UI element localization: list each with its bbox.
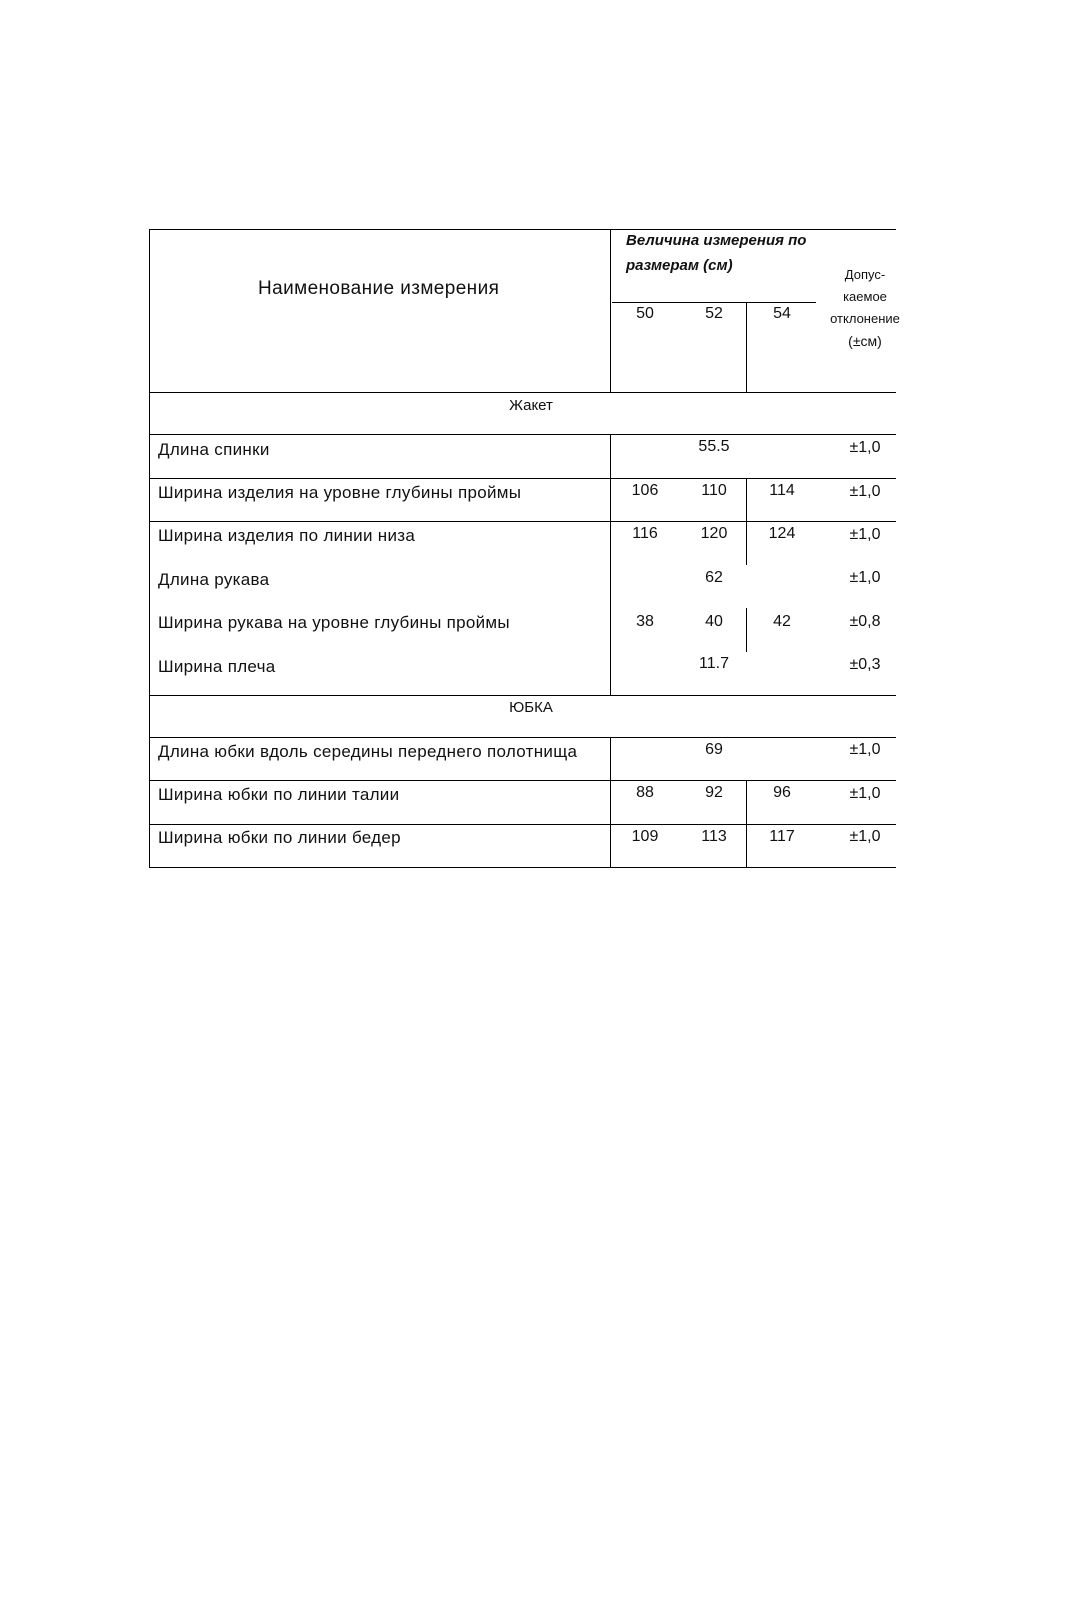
row-name: Ширина рукава на уровне глубины проймы (158, 613, 510, 632)
row-divider (150, 824, 896, 825)
row-name: Ширина плеча (158, 657, 276, 676)
row-value-shared: 69 (705, 741, 723, 758)
row-tolerance: ±1,0 (849, 439, 881, 456)
row-name: Ширина изделия на уровне глубины проймы (158, 483, 522, 502)
row-value-54: 96 (773, 784, 791, 801)
name-col-divider (610, 434, 611, 696)
row-value-54: 117 (769, 828, 795, 845)
row-value-54: 114 (769, 482, 795, 499)
row-tolerance: ±0,8 (849, 613, 881, 630)
row-value-50: 88 (636, 784, 654, 801)
row-value-50: 109 (631, 828, 659, 845)
size-col-divider (746, 608, 747, 652)
section-title-jacket: Жакет (509, 397, 553, 414)
tolerance-header-line2: каемое (843, 289, 887, 304)
size-group-header-line2: размерам (см) (626, 257, 733, 274)
table-left-border (149, 229, 150, 868)
row-value-54: 42 (773, 613, 791, 630)
size-52-header: 52 (705, 305, 723, 322)
row-tolerance: ±1,0 (849, 785, 881, 802)
row-value-52: 120 (700, 525, 728, 542)
jacket-bottom-border (150, 695, 896, 696)
size-50-header: 50 (636, 305, 654, 322)
tolerance-header-line3: отклонение (830, 311, 900, 326)
row-value-50: 106 (631, 482, 659, 499)
row-name: Длина рукава (158, 570, 270, 589)
size-54-header: 54 (773, 305, 791, 322)
row-tolerance: ±1,0 (849, 741, 881, 758)
section-jacket-bottom-border (150, 434, 896, 435)
header-bottom-border (150, 392, 896, 393)
row-value-shared: 62 (705, 569, 723, 586)
row-value-54: 124 (768, 525, 796, 542)
row-value-52: 113 (701, 828, 727, 845)
row-value-52: 40 (705, 613, 723, 630)
row-tolerance: ±0,3 (849, 656, 881, 673)
row-name: Ширина юбки по линии бедер (158, 828, 401, 847)
size-col-divider (746, 302, 747, 393)
table-bottom-border (150, 867, 896, 868)
row-name: Длина спинки (158, 440, 270, 459)
row-tolerance: ±1,0 (849, 483, 881, 500)
table-top-border (150, 229, 896, 230)
row-name: Ширина изделия по линии низа (158, 526, 416, 545)
row-value-52: 92 (705, 784, 723, 801)
row-value-50: 38 (636, 613, 654, 630)
size-col-divider (746, 478, 747, 565)
row-name: Длина юбки вдоль середины переднего полотнища (158, 742, 578, 761)
row-divider (150, 521, 896, 522)
section-skirt-bottom-border (150, 737, 896, 738)
name-col-divider (610, 229, 611, 393)
size-group-header-line1: Величина измерения по (626, 232, 807, 249)
measurement-name-header: Наименование измерения (258, 278, 500, 299)
tolerance-header-line4: (±см) (848, 333, 882, 349)
size-header-divider (612, 302, 816, 303)
row-value-50: 116 (632, 525, 658, 542)
name-col-divider (610, 737, 611, 868)
row-divider (150, 780, 896, 781)
row-name: Ширина юбки по линии талии (158, 785, 400, 804)
row-divider (150, 478, 896, 479)
row-value-shared: 11.7 (699, 655, 729, 672)
row-tolerance: ±1,0 (849, 828, 881, 845)
row-value-shared: 55.5 (698, 438, 730, 455)
section-title-skirt: ЮБКА (509, 699, 553, 716)
tolerance-header-line1: Допус- (844, 267, 886, 282)
size-col-divider (746, 780, 747, 868)
row-tolerance: ±1,0 (849, 526, 881, 543)
row-value-52: 110 (701, 482, 727, 499)
row-tolerance: ±1,0 (849, 569, 881, 586)
